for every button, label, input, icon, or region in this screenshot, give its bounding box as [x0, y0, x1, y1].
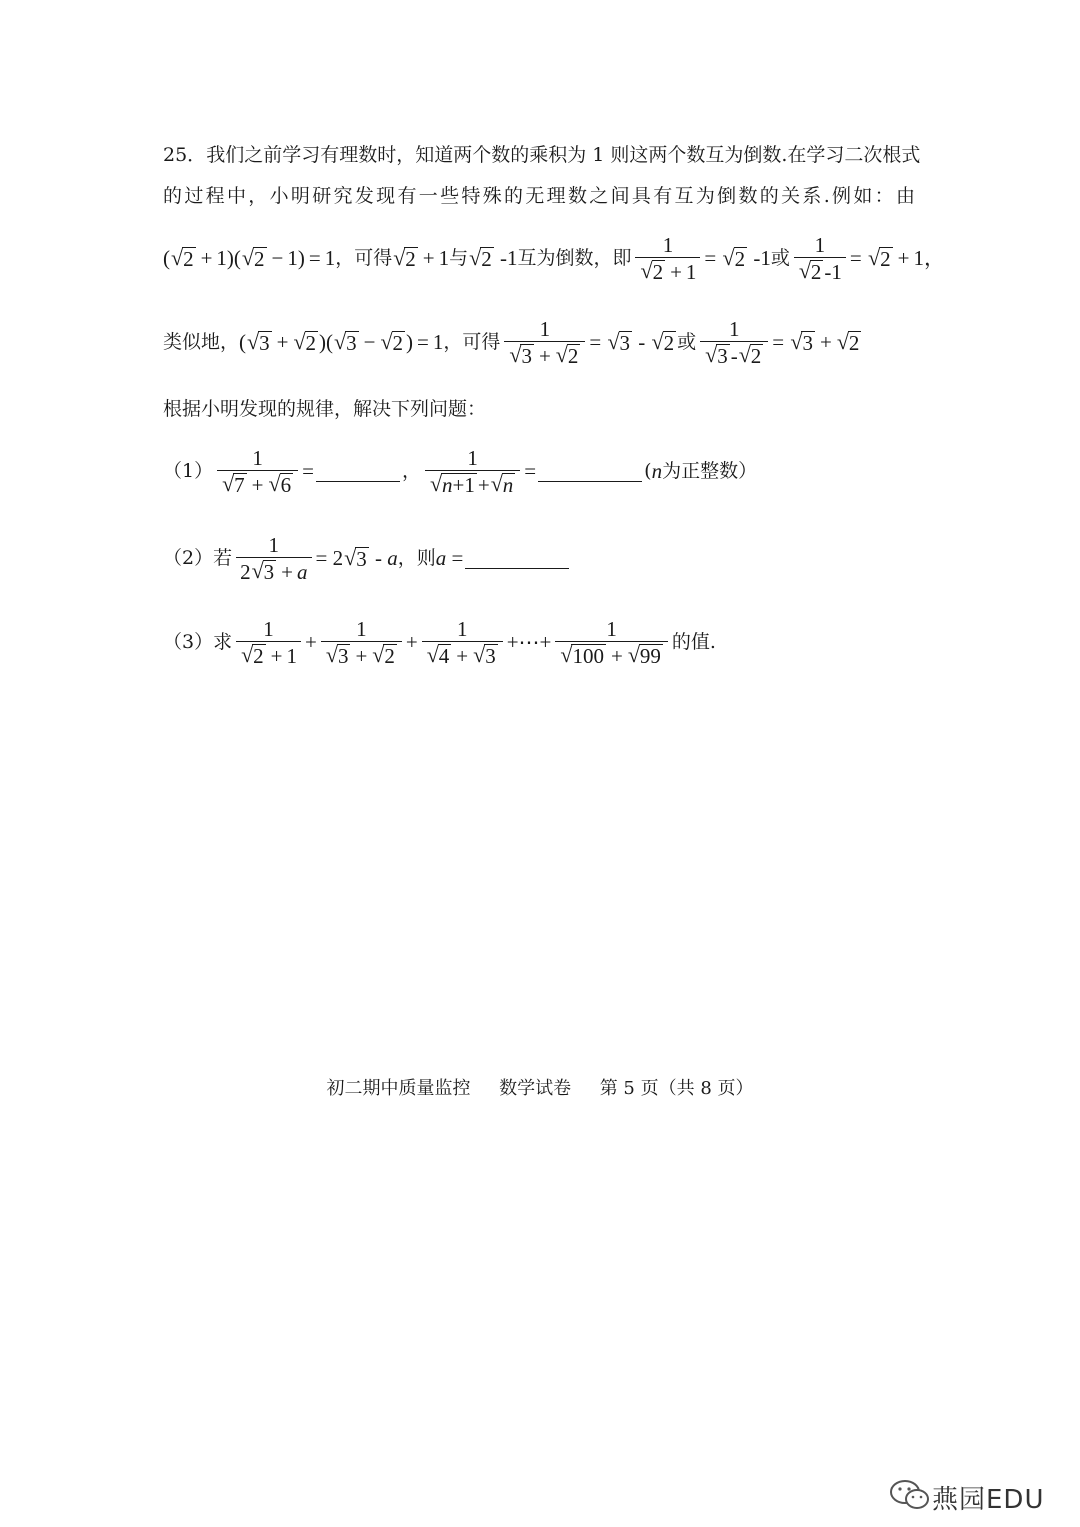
example-2-result-b: = √ 3 + √ 2: [772, 329, 860, 355]
q2-variable: a =: [435, 546, 464, 570]
q1-fraction-b: 1 √ n+1 + √ n: [425, 446, 520, 497]
q1-note-variable: n: [651, 459, 663, 483]
example-1-term-a: √ 2 + 1: [393, 245, 450, 271]
example-2-fraction-a: 1 √ 3 + √ 2: [504, 317, 585, 368]
example-1-result-a: = √ 2 -1: [704, 245, 771, 271]
example-2-product: ( √ 3 + √ 2 )( √ 3 − √ 2 ) = 1: [239, 329, 444, 355]
q1-answer-blank-a[interactable]: [316, 461, 400, 482]
watermark: [888, 1478, 1044, 1516]
q2-right-side: = 2 √ 3 - a: [315, 545, 398, 571]
example-2-result-a: = √ 3 - √ 2: [589, 329, 675, 355]
question-1: [163, 441, 757, 501]
q1-note-open: (: [644, 460, 652, 482]
q2-fraction: 1 2 √ 3 + a: [236, 533, 311, 584]
example-1-product: ( √ 2 + 1)( √ 2 − 1) = 1: [163, 245, 336, 271]
example-1-text-b: 与: [449, 247, 469, 269]
q1-equals-b: =: [524, 459, 537, 483]
q3-plus-1: +: [305, 630, 317, 654]
q1-fraction-a: 1 √ 7 + √ 6: [217, 446, 298, 497]
example-1-line: [163, 228, 945, 288]
q2-label: （2）若: [163, 547, 233, 569]
intro-text-1: 我们之前学习有理数时，知道两个数的乘积为 1 则这两个数互为倒数.在学习二次根式: [206, 144, 921, 166]
q2-then: ，则: [397, 547, 436, 569]
question-3: [163, 612, 716, 672]
example-2-line: [163, 312, 862, 372]
example-1-result-b: = √ 2 + 1，: [849, 245, 945, 271]
q2-answer-blank[interactable]: [465, 548, 569, 569]
page-footer: 初二期中质量监控 数学试卷 第 5 页（共 8 页）: [326, 1078, 754, 1099]
example-1-text-c: 互为倒数，即: [517, 247, 632, 269]
q3-term-last: 1 √ 100 + √ 99: [555, 617, 668, 668]
watermark-brand: 燕园EDU: [932, 1484, 1045, 1515]
example-1-text-a: ，可得: [335, 247, 393, 269]
q1-comma: ，: [401, 460, 421, 482]
intro-line-2: 的过程中，小明研究发现有一些特殊的无理数之间具有互为倒数的关系.例如：由: [163, 185, 915, 207]
example-1-text-d: 或: [770, 247, 790, 269]
problem-number: 25．: [163, 144, 207, 166]
instruction: 根据小明发现的规律，解决下列问题：: [163, 398, 487, 420]
example-2-fraction-b: 1 √ 3 - √ 2: [700, 317, 768, 368]
q1-label: （1）: [163, 460, 214, 482]
q1-answer-blank-b[interactable]: [538, 461, 642, 482]
example-1-fraction-a: 1 √ 2 + 1: [635, 233, 700, 284]
example-1-term-b: √ 2 -1: [469, 245, 518, 271]
q1-note: 为正整数）: [662, 460, 758, 482]
q3-ellipsis: +⋯+: [506, 630, 552, 654]
question-2: [163, 528, 571, 588]
example-1-fraction-b: 1 √ 2 -1: [794, 233, 846, 284]
example-2-lead: 类似地，: [163, 331, 240, 353]
q3-term-1: 1 √ 2 + 1: [236, 617, 301, 668]
q3-plus-2: +: [405, 630, 418, 654]
q1-equals-a: =: [302, 459, 314, 483]
q3-label: （3）求: [163, 631, 233, 653]
example-2-text-a: ，可得: [443, 331, 501, 353]
q3-tail: 的值.: [671, 631, 716, 653]
example-2-text-b: 或: [677, 331, 697, 353]
intro-line-1: [163, 143, 921, 167]
q3-term-2: 1 √ 3 + √ 2: [321, 617, 402, 668]
q3-term-3: 1 √ 4 + √ 3: [422, 617, 503, 668]
wechat-icon: [888, 1478, 932, 1516]
